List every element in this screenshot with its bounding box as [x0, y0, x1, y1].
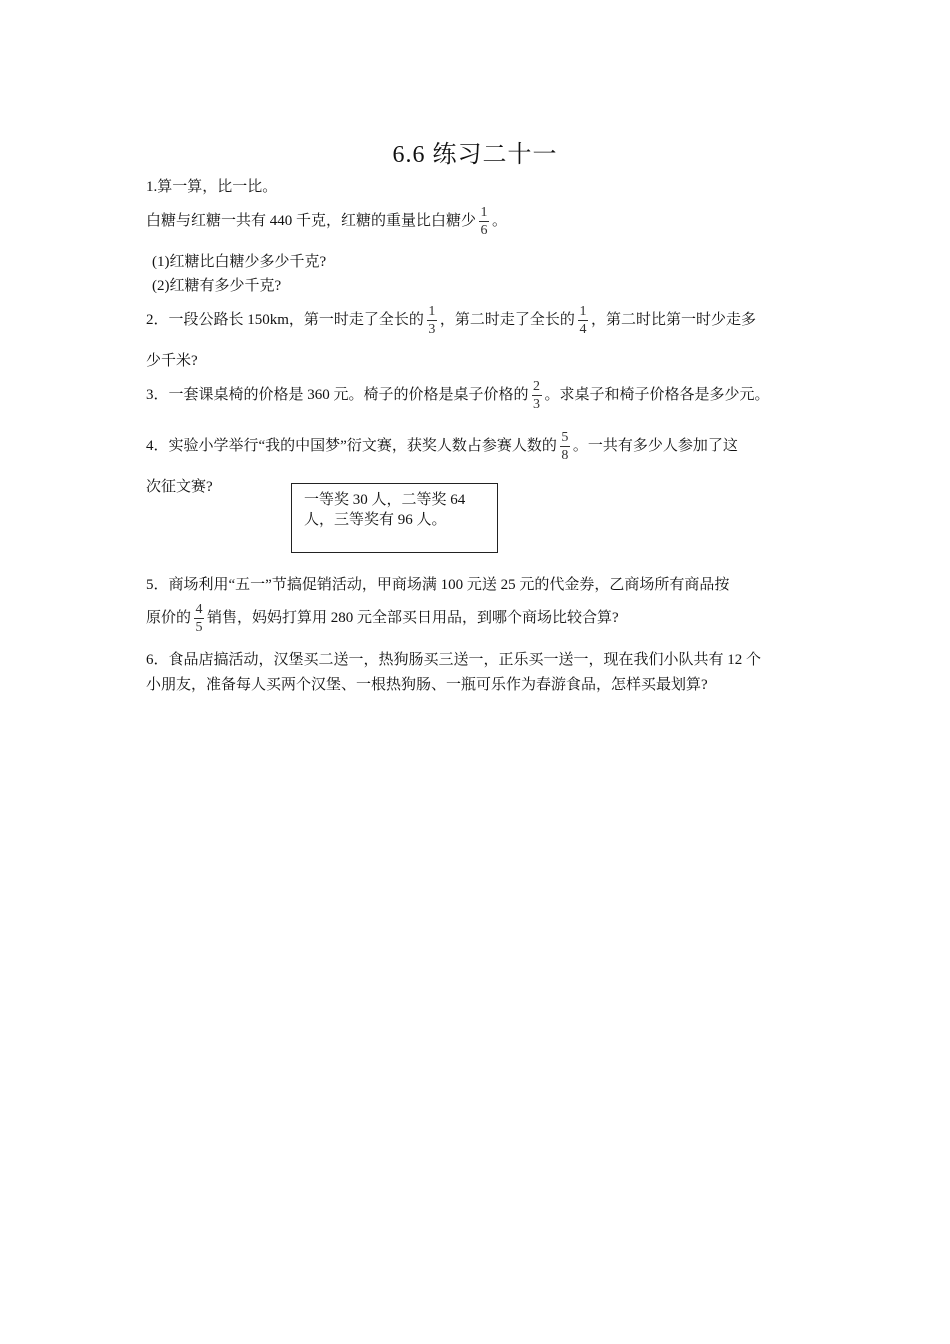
fraction-numerator: 2: [533, 379, 541, 394]
fraction-denominator: 3: [428, 322, 436, 337]
fraction-numerator: 5: [561, 430, 569, 445]
q4-award-text: [304, 490, 489, 530]
q2-text-b: ，第二时走了全长的: [439, 311, 575, 328]
q3-fraction: [532, 378, 542, 413]
q4-text-b: 。一共有多少人参加了这: [572, 437, 738, 454]
q2-line2: 少千米?: [146, 353, 198, 369]
q6-line1: 6．食品店搞活动，汉堡买二送一，热狗肠买三送一，正乐买一送一，现在我们小队共有 12 个: [146, 652, 762, 668]
q1-stem-end: 。: [492, 212, 508, 229]
q1-stem: [146, 204, 507, 239]
q4-fraction: [560, 429, 570, 464]
award-line-2: 人，三等奖有 96 人。: [304, 512, 447, 528]
q2-line1: [146, 303, 756, 338]
q3-line: [146, 378, 770, 413]
q5-text-a: 原价的: [146, 609, 192, 626]
fraction-numerator: 4: [195, 602, 203, 617]
q5-fraction: [194, 601, 204, 636]
fraction-numerator: 1: [579, 304, 587, 319]
q2-fraction-2: [578, 303, 588, 338]
q4-line1: [146, 429, 738, 464]
q6-line2: 小朋友，准备每人买两个汉堡、一根热狗肠、一瓶可乐作为春游食品，怎样买最划算?: [146, 677, 708, 693]
q4-line2: 次征文赛?: [146, 479, 213, 495]
q3-text-a: 3．一套课桌椅的价格是 360 元。椅子的价格是桌子价格的: [146, 386, 529, 403]
fraction-denominator: 3: [533, 397, 541, 412]
page-title: 6.6 练习二十一: [392, 142, 558, 168]
q5-line1: 5．商场利用“五一”节搞促销活动，甲商场满 100 元送 25 元的代金券，乙商场所有商品按: [146, 577, 730, 593]
award-line-1: 一等奖 30 人，二等奖 64: [304, 492, 466, 508]
fraction-denominator: 6: [480, 223, 488, 238]
q2-text-c: ，第二时比第一时少走多: [590, 311, 756, 328]
fraction-denominator: 8: [561, 448, 569, 463]
q2-text-a: 2．一段公路长 150km，第一时走了全长的: [146, 311, 424, 328]
q4-award-box: [291, 483, 498, 553]
q2-fraction-1: [427, 303, 437, 338]
fraction-numerator: 1: [428, 304, 436, 319]
q4-text-a: 4．实验小学举行“我的中国梦”衍文赛，获奖人数占参赛人数的: [146, 437, 557, 454]
q1-fraction: [479, 204, 489, 239]
fraction-denominator: 5: [195, 620, 203, 635]
q3-text-b: 。求桌子和椅子价格各是多少元。: [544, 386, 770, 403]
fraction-denominator: 4: [579, 322, 587, 337]
q1-heading: 1.算一算，比一比。: [146, 179, 278, 195]
q5-line2: [146, 601, 619, 636]
q1-stem-text: 白糖与红糖一共有 440 千克，红糖的重量比白糖少: [146, 212, 477, 229]
q5-text-b: 销售，妈妈打算用 280 元全部买日用品，到哪个商场比较合算?: [207, 609, 619, 626]
q1-sub2: (2)红糖有多少千克?: [152, 278, 282, 294]
q1-sub1: (1)红糖比白糖少多少千克?: [152, 254, 327, 270]
fraction-numerator: 1: [480, 205, 488, 220]
